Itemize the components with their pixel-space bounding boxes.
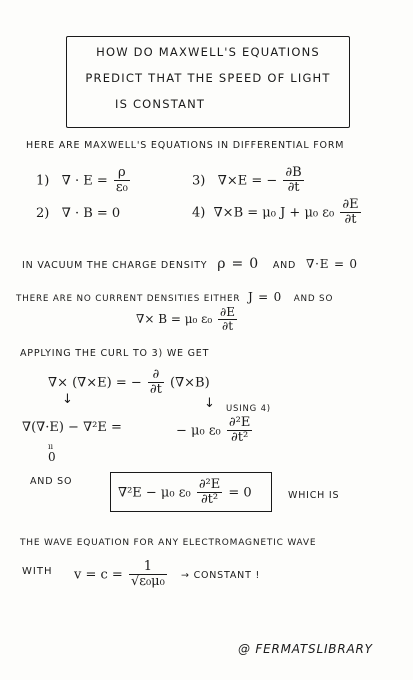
down-arrow-icon: ↓ [62, 392, 73, 407]
equation-4-lhs: ∇×B = μ₀ J + μ₀ ε₀ [213, 205, 335, 221]
currents-and-so: AND SO [293, 294, 334, 304]
wave-equation-numerator: ∂²E [198, 477, 221, 492]
title-line-3: IS CONSTANT [115, 97, 206, 111]
applying-text: APPLYING THE CURL TO 3) WE GET [20, 348, 210, 359]
j-zero: J = 0 [247, 290, 283, 304]
curl-3-rhs: (∇×B) [170, 375, 210, 391]
equation-3-denominator: ∂t [287, 180, 300, 196]
speed-denominator: √ε₀μ₀ [130, 574, 165, 590]
equation-1-numerator: ρ [114, 166, 130, 181]
vacuum-line [22, 256, 358, 272]
curl-b-numerator: ∂E [220, 305, 235, 319]
speed-lhs: v = c = [74, 567, 123, 583]
signature: @ FERMATSLIBRARY [238, 642, 373, 656]
title-line-1: HOW DO MAXWELL'S EQUATIONS [96, 45, 320, 59]
div-e-zero: ∇·E = 0 [306, 257, 358, 271]
speed-line [22, 566, 52, 577]
identity-zero-value: 0 [48, 450, 56, 464]
identity-zero: ıı 0 [48, 442, 56, 464]
wave-equation-lhs: ∇²E − μ₀ ε₀ [118, 485, 191, 501]
equation-4-label: 4) [192, 205, 206, 221]
speed-with: WITH [22, 566, 53, 577]
equation-2-label: 2) [36, 206, 50, 221]
curl-b-lhs: ∇× B = μ₀ ε₀ [136, 312, 213, 327]
equation-2 [36, 206, 120, 221]
equation-1-label: 1) [36, 173, 50, 189]
identity-numerator: ∂²E [228, 415, 251, 430]
wave-equation [118, 478, 252, 508]
curl-3-denominator: ∂t [149, 382, 162, 398]
equation-1-denominator: ε₀ [115, 180, 128, 196]
equation-2-body: ∇ · B = 0 [61, 206, 121, 221]
equation-3-label: 3) [192, 173, 206, 189]
wave-equation-denominator: ∂t² [200, 492, 219, 508]
vacuum-and: AND [272, 260, 297, 271]
title-box [66, 36, 350, 128]
curl-b-denominator: ∂t [222, 319, 234, 334]
constant-note: → CONSTANT ! [180, 570, 261, 582]
identity-equation [22, 420, 122, 435]
intro-text: HERE ARE MAXWELL'S EQUATIONS IN DIFFERENTIAL FORM [26, 140, 345, 151]
currents-text: THERE ARE NO CURRENT DENSITIES EITHER [16, 294, 241, 304]
rho-zero: ρ = 0 [217, 256, 260, 272]
using-4-note: USING 4) [226, 404, 271, 414]
equation-4-denominator: ∂t [344, 212, 357, 228]
wave-equation-rhs: = 0 [228, 485, 252, 501]
identity-coef: − μ₀ ε₀ [176, 423, 221, 439]
equation-1-lhs: ∇ · E = [61, 173, 108, 189]
wave-description: THE WAVE EQUATION FOR ANY ELECTROMAGNETIC WAVE [20, 538, 317, 548]
identity-lhs: ∇(∇·E) − ∇²E = [22, 420, 122, 435]
and-so-text: AND SO [30, 476, 73, 487]
title-line-2: PREDICT THAT THE SPEED OF LIGHT [85, 71, 331, 85]
equation-4-numerator: ∂E [342, 197, 359, 212]
equation-3-numerator: ∂B [285, 165, 302, 180]
currents-line [16, 290, 333, 304]
curl-3-lhs: ∇× (∇×E) = − [48, 375, 142, 391]
equation-3 [192, 166, 306, 196]
equation-1 [36, 166, 132, 196]
speed-equation [74, 560, 260, 590]
equation-3-lhs: ∇×E = − [217, 173, 278, 189]
down-arrow-icon: ↓ [204, 396, 215, 411]
which-is-text: WHICH IS [288, 490, 340, 501]
vacuum-text: IN VACUUM THE CHARGE DENSITY [22, 260, 208, 271]
curl-b-equation [136, 306, 239, 333]
identity-denominator: ∂t² [231, 430, 249, 446]
equation-4 [192, 198, 363, 228]
curl-3-numerator: ∂ [148, 368, 164, 383]
speed-numerator: 1 [129, 560, 167, 575]
identity-rhs [176, 416, 254, 446]
